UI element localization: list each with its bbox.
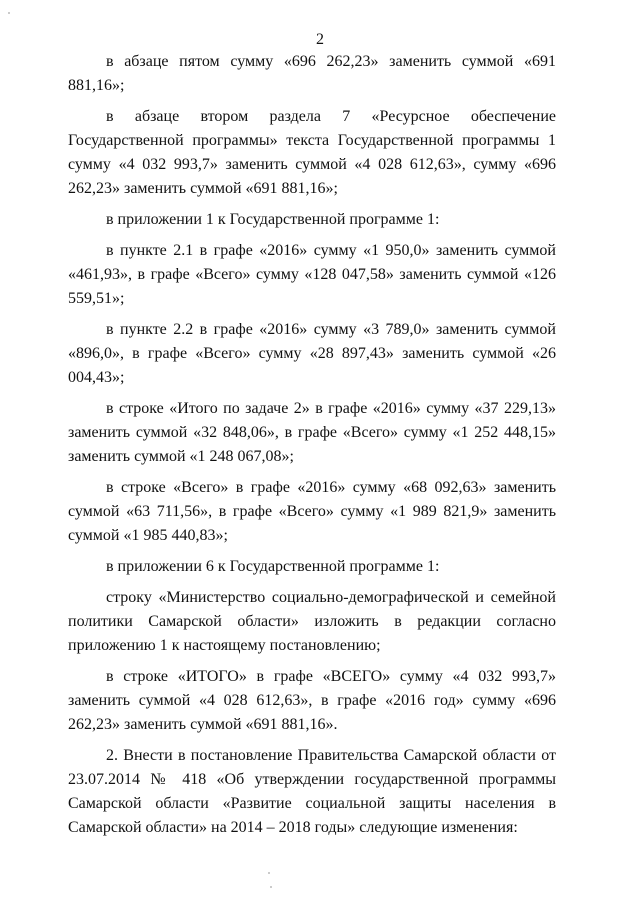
paragraph-8: в приложении 6 к Государственной программе 1: (106, 558, 440, 575)
scan-speck (268, 872, 270, 874)
page-number: 2 (316, 31, 324, 48)
paragraph-6: в строке «Итого по задаче 2» в графе «2016» сумму «37 229,13» заменить суммой «32 848,06», в графе «Всего» сумму «1 252 448,15» заменить суммой «1 248 067,08»; (68, 400, 556, 465)
paragraph-7: в строке «Всего» в графе «2016» сумму «68 092,63» заменить суммой «63 711,56», в графе «Всего» сумму «1 989 821,9» заменить суммой «1 985 440,83»; (68, 479, 556, 544)
paragraph-1: в абзаце пятом сумму «696 262,23» заменить суммой «691 881,16»; (68, 53, 556, 94)
paragraph-5: в пункте 2.2 в графе «2016» сумму «3 789,0» заменить суммой «896,0», в графе «Всего» сумму «28 897,43» заменить суммой «26 004,43»; (68, 321, 556, 386)
scan-speck (8, 12, 10, 14)
paragraph-10: в строке «ИТОГО» в графе «ВСЕГО» сумму «4 032 993,7» заменить суммой «4 028 612,63», в графе «2016 год» сумму «696 262,23» заменить суммой «691 881,16». (68, 668, 556, 733)
document-body (68, 50, 556, 847)
paragraph-4: в пункте 2.1 в графе «2016» сумму «1 950,0» заменить суммой «461,93», в графе «Всего» сумму «128 047,58» заменить суммой «126 559,51»; (68, 242, 556, 307)
scan-speck (270, 886, 272, 888)
paragraph-3: в приложении 1 к Государственной программе 1: (106, 211, 440, 228)
paragraph-9: строку «Министерство социально-демографической и семейной политики Самарской области» изложить в редакции согласно приложению 1 к настоящему постановлению; (68, 589, 556, 654)
paragraph-2: в абзаце втором раздела 7 «Ресурсное обеспечение Государственной программы» текста Государственной программы 1 сумму «4 032 993,7» заменить суммой «4 028 612,63», сумму «696 262,23» заменить суммой «691 881,16»; (68, 108, 556, 197)
paragraph-11: 2. Внести в постановление Правительства Самарской области от 23.07.2014 № 418 «Об утверждении государственной программы Самарской области «Развитие социальной защиты населения в Самарской области» на 2014 – 2018 годы» следующие изменения: (68, 747, 556, 836)
